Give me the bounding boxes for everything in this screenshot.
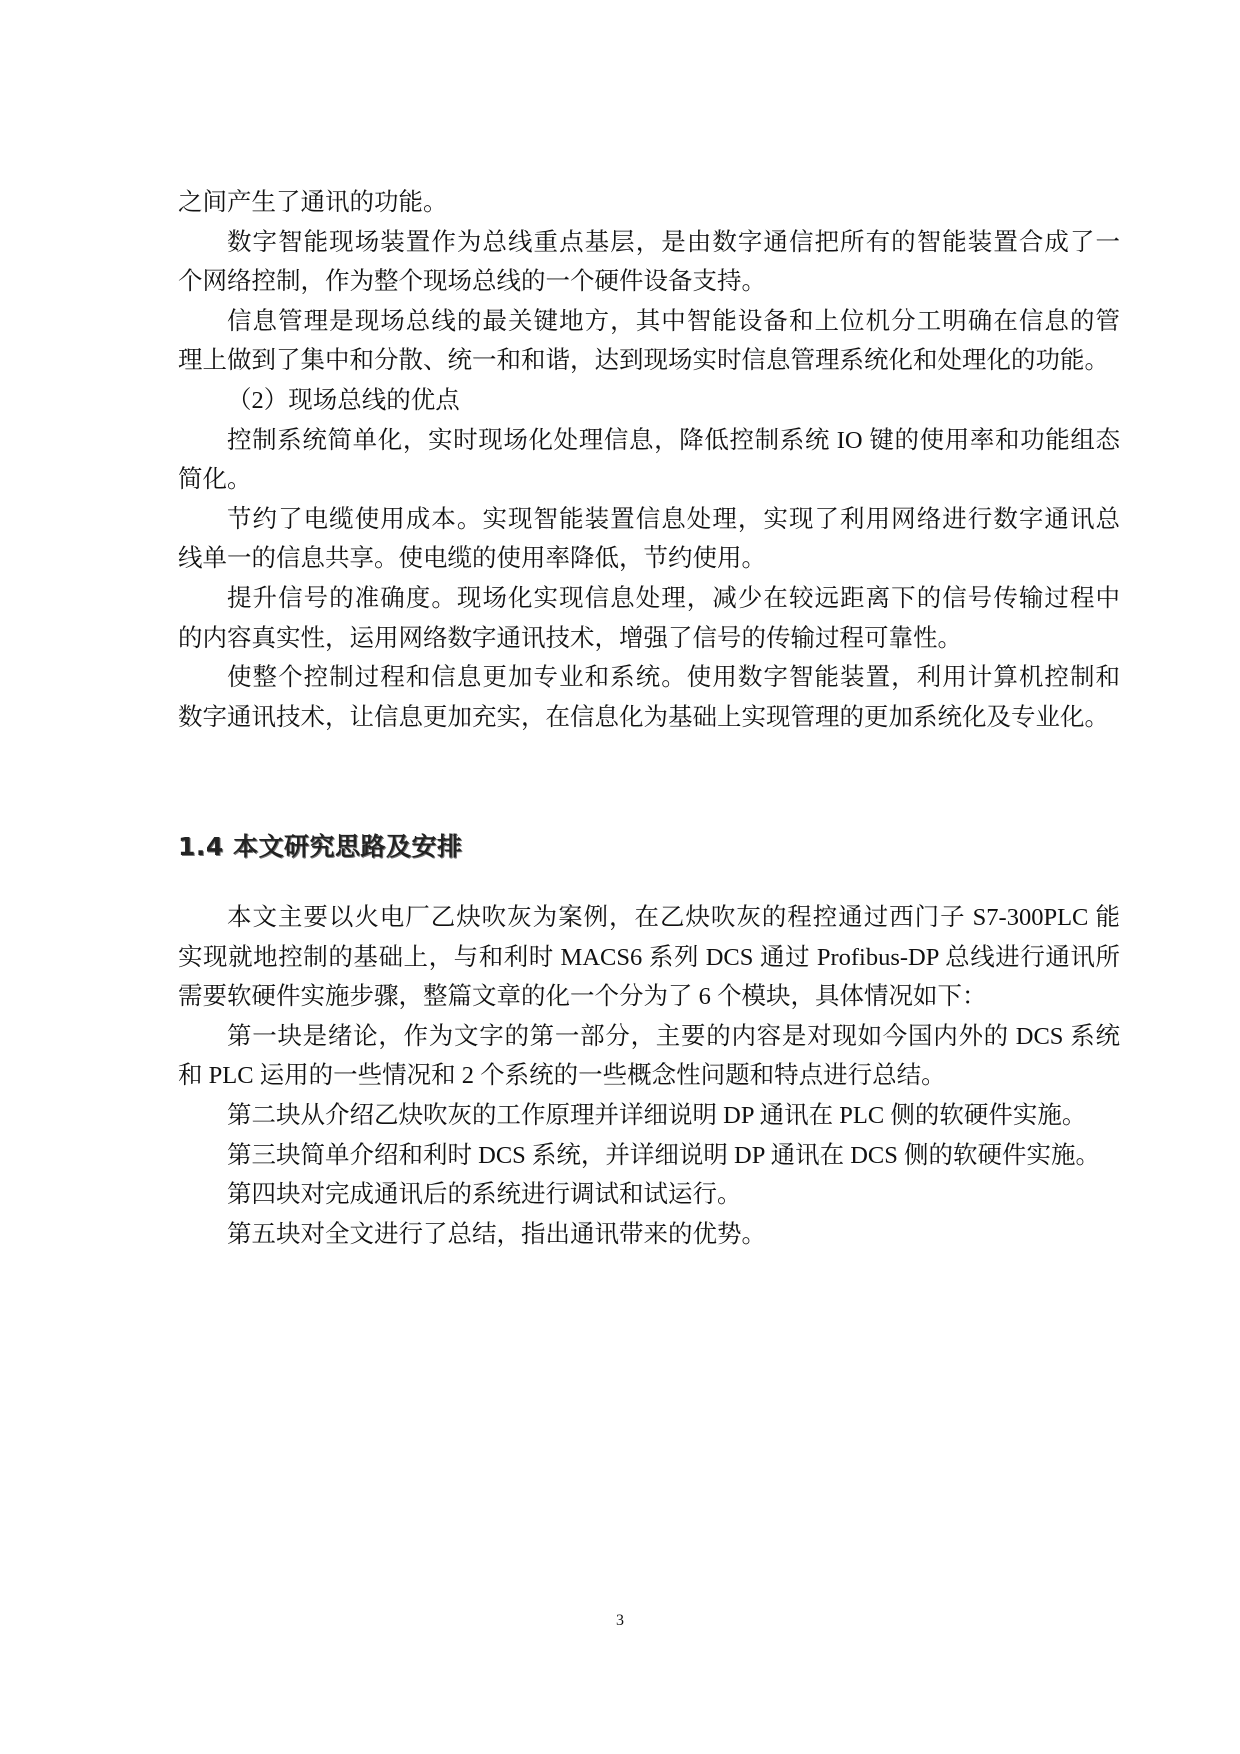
- body-section-1: [178, 183, 1120, 737]
- text-line: 线单一的信息共享。使电缆的使用率降低，节约使用。: [178, 545, 766, 573]
- text-line: 提升信号的准确度。现场化实现信息处理，减少在较远距离下的信号传输过程中: [227, 584, 1120, 612]
- text-line: 之间产生了通讯的功能。: [178, 189, 448, 216]
- text-line: 个网络控制，作为整个现场总线的一个硬件设备支持。: [178, 268, 766, 296]
- text-line: 数字智能现场装置作为总线重点基层，是由数字通信把所有的智能装置合成了一: [227, 228, 1120, 256]
- text-line: 信息管理是现场总线的最关键地方，其中智能设备和上位机分工明确在信息的管: [227, 307, 1120, 335]
- text-line: 需要软硬件实施步骤，整篇文章的化一个分为了 6 个模块，具体情况如下：: [178, 983, 987, 1011]
- text-line: （2）现场总线的优点: [227, 386, 460, 414]
- text-line: 第二块从介绍乙炔吹灰的工作原理并详细说明 DP 通讯在 PLC 侧的软硬件实施。: [227, 1101, 1087, 1129]
- paragraph: [178, 1215, 1120, 1255]
- text-line: 第三块简单介绍和利时 DCS 系统，并详细说明 DP 通讯在 DCS 侧的软硬件实施。: [227, 1141, 1100, 1169]
- paragraph: [178, 223, 1120, 302]
- text-line: 的内容真实性，运用网络数字通讯技术，增强了信号的传输过程可靠性。: [178, 624, 962, 652]
- text-line: 控制系统简单化，实时现场化处理信息，降低控制系统 IO 键的使用率和功能组态: [227, 426, 1120, 454]
- paragraph: [178, 1017, 1120, 1096]
- paragraph: [178, 381, 1120, 421]
- paragraph: [178, 898, 1120, 1017]
- paragraph: [178, 579, 1120, 658]
- paragraph: [178, 1136, 1120, 1176]
- paragraph: [178, 183, 1120, 223]
- text-line: 简化。: [178, 466, 252, 494]
- paragraph: [178, 1175, 1120, 1215]
- paragraph: [178, 500, 1120, 579]
- page-number: 3: [616, 1612, 624, 1629]
- text-line: 第五块对全文进行了总结，指出通讯带来的优势。: [227, 1220, 766, 1248]
- paragraph: [178, 658, 1120, 737]
- text-line: 本文主要以火电厂乙炔吹灰为案例，在乙炔吹灰的程控通过西门子 S7-300PLC 能: [227, 904, 1120, 931]
- paragraph: [178, 421, 1120, 500]
- paragraph: [178, 302, 1120, 381]
- text-line: 和 PLC 运用的一些情况和 2 个系统的一些概念性问题和特点进行总结。: [178, 1062, 946, 1090]
- text-line: 实现就地控制的基础上，与和利时 MACS6 系列 DCS 通过 Profibus-DP 总线进行通讯所: [178, 943, 1120, 971]
- text-line: 数字通讯技术，让信息更加充实，在信息化为基础上实现管理的更加系统化及专业化。: [178, 703, 1109, 731]
- text-line: 第四块对完成通讯后的系统进行调试和试运行。: [227, 1181, 742, 1209]
- body-section-2: [178, 898, 1120, 1254]
- paragraph: [178, 1096, 1120, 1136]
- section-heading: 1.4 本文研究思路及安排: [178, 832, 463, 861]
- text-line: 节约了电缆使用成本。实现智能装置信息处理，实现了利用网络进行数字通讯总: [227, 505, 1120, 533]
- text-line: 第一块是绪论，作为文字的第一部分，主要的内容是对现如今国内外的 DCS 系统: [227, 1022, 1120, 1050]
- text-line: 使整个控制过程和信息更加专业和系统。使用数字智能装置，利用计算机控制和: [227, 664, 1120, 692]
- text-line: 理上做到了集中和分散、统一和和谐，达到现场实时信息管理系统化和处理化的功能。: [178, 347, 1109, 375]
